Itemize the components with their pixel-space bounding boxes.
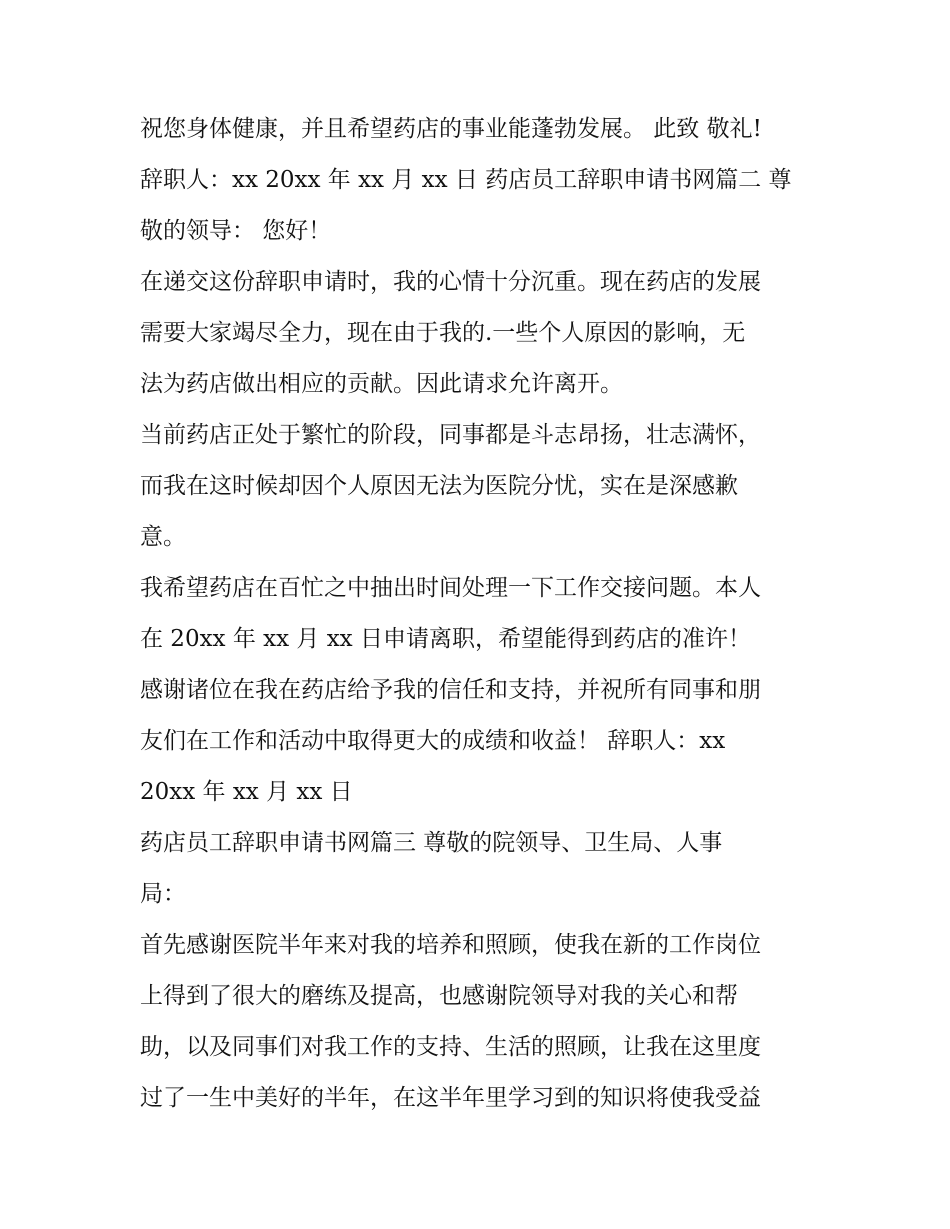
text-line: 感谢诸位在我在药店给予我的信任和支持，并祝所有同事和朋 [140, 677, 761, 703]
text-line: 20xx 年 xx 月 xx 日 [140, 779, 353, 805]
text-line: 友们在工作和活动中取得更大的成绩和收益！ 辞职人：xx [140, 728, 726, 754]
text-line: 在 20xx 年 xx 月 xx 日申请离职，希望能得到药店的准许！ [140, 626, 751, 652]
text-line: 需要大家竭尽全力，现在由于我的.一些个人原因的影响，无 [140, 320, 746, 346]
text-line: 当前药店正处于繁忙的阶段，同事都是斗志昂扬，壮志满怀， [140, 422, 761, 448]
text-line: 我希望药店在百忙之中抽出时间处理一下工作交接问题。本人 [140, 575, 761, 601]
text-line: 上得到了很大的磨练及提高，也感谢院领导对我的关心和帮 [140, 983, 738, 1009]
text-line: 法为药店做出相应的贡献。因此请求允许离开。 [140, 371, 623, 397]
text-line: 助，以及同事们对我工作的支持、生活的照顾，让我在这里度 [140, 1034, 761, 1060]
text-line: 祝您身体健康，并且希望药店的事业能蓬勃发展。 此致 敬礼! [140, 116, 762, 142]
document-body [140, 104, 820, 1124]
text-line: 辞职人：xx 20xx 年 xx 月 xx 日 药店员工辞职申请书网篇二 尊 [140, 167, 792, 193]
text-line: 过了一生中美好的半年，在这半年里学习到的知识将使我受益 [140, 1085, 761, 1111]
text-line: 而我在这时候却因个人原因无法为医院分忧，实在是深感歉 [140, 473, 738, 499]
text-line: 局： [140, 881, 186, 907]
text-line: 在递交这份辞职申请时，我的心情十分沉重。现在药店的发展 [140, 269, 761, 295]
text-line: 意。 [140, 524, 186, 550]
text-line: 药店员工辞职申请书网篇三 尊敬的院领导、卫生局、人事 [140, 830, 723, 856]
text-line: 敬的领导： 您好！ [140, 218, 332, 244]
text-line: 首先感谢医院半年来对我的培养和照顾，使我在新的工作岗位 [140, 932, 761, 958]
